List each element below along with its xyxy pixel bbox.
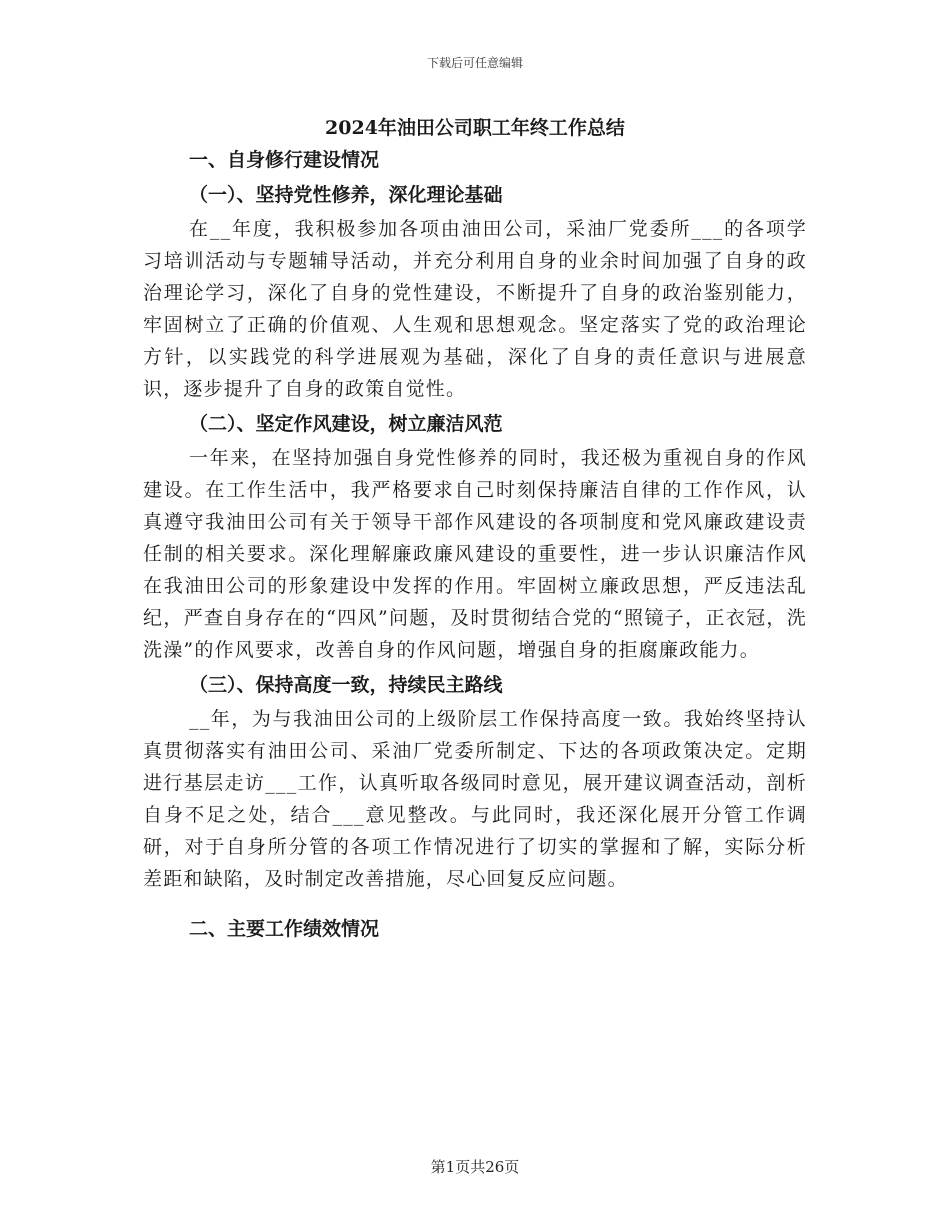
document-body xyxy=(143,112,807,945)
paragraph-1-3: __年，为与我油田公司的上级阶层工作保持高度一致。我始终坚持认真贯彻落实有油田公司、采油厂党委所制定、下达的各项政策决定。定期进行基层走访___工作，认真听取各级同时意见，展开建议调查活动，剖析自身不足之处，结合___意见整改。与此同时，我还深化展开分管工作调研，对于自身所分管的各项工作情况进行了切实的掌握和了解，实际分析差距和缺陷，及时制定改善措施，尽心回复反应问题。 xyxy=(143,708,807,890)
section-heading-2: 二、主要工作绩效情况 xyxy=(189,918,380,940)
subsection-heading-1-3: （三）、保持高度一致，持续民主路线 xyxy=(189,674,503,696)
subsection-heading-1-2: （二）、坚定作风建设，树立廉洁风范 xyxy=(189,413,503,435)
paragraph-1-1: 在__年度，我积极参加各项由油田公司，采油厂党委所___的各项学习培训活动与专题辅导活动，并充分利用自身的业余时间加强了自身的政治理论学习，深化了自身的党性建设，不断提升了自身的政治鉴别能力，牢固树立了正确的价值观、人生观和思想观念。坚定落实了党的政治理论方针，以实践党的科学进展观为基础，深化了自身的责任意识与进展意识，逐步提升了自身的政策自觉性。 xyxy=(143,218,807,400)
document-title: 2024年油田公司职工年终工作总结 xyxy=(325,117,625,139)
section-heading-1: 一、自身修行建设情况 xyxy=(189,149,380,171)
header-note: 下载后可任意编辑 xyxy=(426,56,523,70)
page-number: 第1页共26页 xyxy=(430,1158,520,1176)
paragraph-1-2: 一年来，在坚持加强自身党性修养的同时，我还极为重视自身的作风建设。在工作生活中，我严格要求自己时刻保持廉洁自律的工作作风，认真遵守我油田公司有关于领导干部作风建设的各项制度和党风廉政建设责任制的相关要求。深化理解廉政廉风建设的重要性，进一步认识廉洁作风在我油田公司的形象建设中发挥的作用。牢固树立廉政思想，严反违法乱纪，严查自身存在的“四风”问题，及时贯彻结合党的“照镜子，正衣冠，洗洗澡”的作风要求，改善自身的作风问题，增强自身的拒腐廉政能力。 xyxy=(143,447,807,661)
subsection-heading-1-1: （一）、坚持党性修养，深化理论基础 xyxy=(189,184,503,206)
